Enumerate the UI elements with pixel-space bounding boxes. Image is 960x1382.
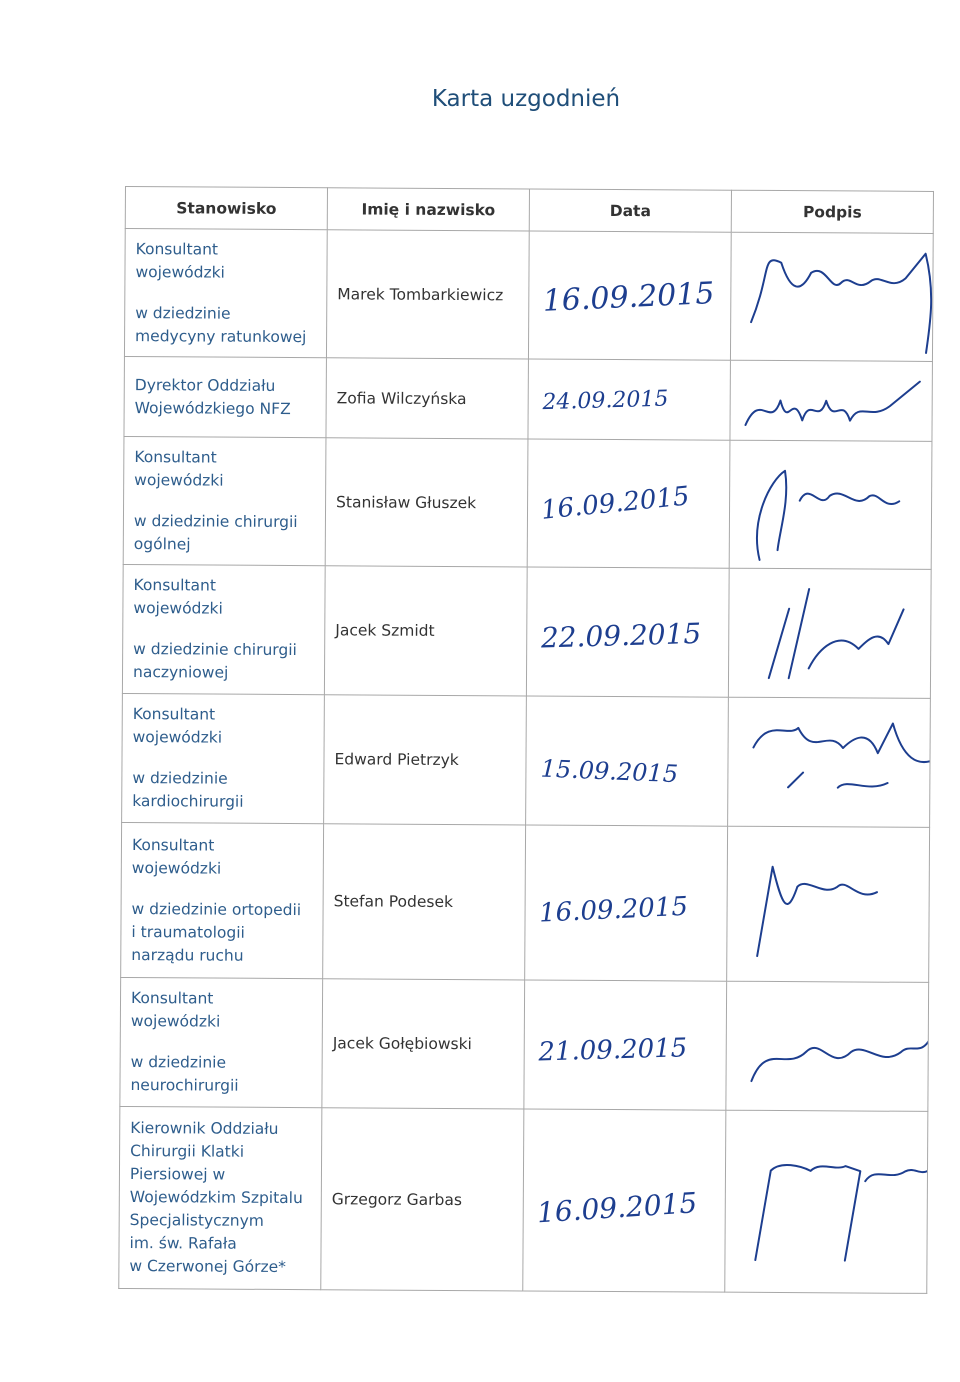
- position-line: w dziedzinie chirurgii: [133, 511, 298, 531]
- name-cell: [324, 566, 527, 696]
- handwritten-signature: [730, 361, 931, 441]
- person-name: Edward Pietrzyk: [334, 750, 459, 770]
- date-cell: [525, 825, 728, 981]
- position-line: naczyniowej: [132, 663, 229, 682]
- name-cell: [326, 358, 528, 439]
- handwritten-signature: [728, 698, 930, 827]
- handwritten-signature: [731, 233, 933, 361]
- position-cell: [120, 977, 323, 1107]
- name-cell: [325, 438, 528, 567]
- position-cell: [124, 356, 326, 437]
- date-cell: [523, 1109, 726, 1292]
- position-line: Konsultant: [132, 705, 216, 724]
- date-text: 16.09.2015: [541, 276, 716, 319]
- signature-stroke: [757, 471, 900, 561]
- position-line: wojewódzki: [131, 858, 222, 878]
- position-line: neurochirurgii: [130, 1076, 239, 1095]
- table-row: [124, 356, 932, 441]
- table-row: [119, 1106, 928, 1293]
- approval-table: [118, 186, 934, 1294]
- signature-stroke: [757, 867, 877, 957]
- position-gap: [133, 620, 314, 639]
- person-name: Grzegorz Garbas: [331, 1189, 462, 1209]
- handwritten-date: [524, 980, 726, 1109]
- position-line: Konsultant: [134, 447, 217, 467]
- date-cell: [528, 359, 730, 440]
- position-cell: [124, 229, 327, 358]
- position-line: ogólnej: [133, 534, 191, 553]
- position-line: Piersiowej w: [129, 1165, 226, 1184]
- person-name: Jacek Szmidt: [335, 621, 435, 640]
- handwritten-signature: [726, 982, 928, 1111]
- position-line: wojewódzki: [130, 1012, 221, 1031]
- position-line: w dziedzinie chirurgii: [133, 640, 297, 660]
- handwritten-date: [527, 567, 729, 696]
- position-line: i traumatologii: [131, 922, 245, 942]
- position-cell: [121, 822, 324, 978]
- person-name: Zofia Wilczyńska: [336, 388, 467, 408]
- header-date: Data: [529, 189, 731, 232]
- position-line: wojewódzki: [134, 470, 224, 490]
- date-cell: [526, 567, 729, 697]
- signature-stroke: [755, 1165, 928, 1261]
- date-cell: [528, 231, 731, 360]
- position-line: narządu ruchu: [131, 945, 244, 965]
- signature-stroke: [751, 253, 932, 353]
- header-position: Stanowisko: [125, 187, 327, 230]
- signature-stroke: [745, 381, 919, 427]
- handwritten-date: [525, 825, 727, 980]
- handwritten-signature: [729, 569, 931, 698]
- position-line: Kierownik Oddziału: [130, 1119, 279, 1138]
- table-row: [123, 436, 932, 569]
- position-gap: [134, 492, 315, 511]
- handwritten-date: [528, 359, 729, 439]
- position-gap: [132, 880, 313, 899]
- table-row: [122, 693, 931, 827]
- table-row: [120, 977, 929, 1111]
- signature-cell: [727, 826, 930, 982]
- position-line: Konsultant: [135, 239, 219, 259]
- date-text: 22.09.2015: [540, 616, 702, 655]
- person-name: Stefan Podesek: [333, 892, 454, 912]
- position-line: w dziedzinie: [132, 769, 228, 788]
- date-text: 16.09.2015: [538, 891, 689, 929]
- position-line: w dziedzinie ortopedii: [131, 899, 302, 919]
- date-text: 15.09.2015: [540, 754, 679, 789]
- name-cell: [323, 824, 526, 980]
- date-cell: [526, 696, 729, 826]
- position-line: im. św. Rafała: [129, 1234, 237, 1253]
- position-cell: [122, 564, 325, 694]
- handwritten-signature: [725, 1111, 927, 1293]
- position-line: wojewódzki: [132, 728, 223, 747]
- document-title: Karta uzgodnień: [431, 86, 621, 112]
- signature-cell: [726, 981, 929, 1111]
- name-cell: [324, 695, 527, 825]
- date-text: 16.09.2015: [536, 1186, 699, 1230]
- signature-stroke: [753, 723, 930, 789]
- table-row: [122, 564, 931, 698]
- handwritten-date: [526, 696, 728, 825]
- position-line: Wojewódzkiego NFZ: [134, 398, 291, 418]
- position-line: Specjalistycznym: [129, 1211, 264, 1230]
- handwritten-date: [529, 231, 731, 359]
- position-line: Konsultant: [133, 576, 217, 595]
- date-text: 21.09.2015: [538, 1033, 688, 1068]
- date-text: 16.09.2015: [539, 481, 691, 526]
- header-row: [125, 187, 933, 234]
- person-name: Marek Tombarkiewicz: [337, 284, 504, 304]
- position-gap: [131, 1033, 312, 1052]
- handwritten-signature: [727, 827, 929, 982]
- position-line: Konsultant: [131, 835, 215, 855]
- handwritten-date: [523, 1109, 725, 1291]
- signature-cell: [725, 1110, 928, 1293]
- name-cell: [322, 979, 525, 1109]
- signature-cell: [728, 568, 931, 698]
- signature-cell: [729, 440, 932, 569]
- position-line: wojewódzki: [133, 599, 223, 618]
- position-gap: [132, 749, 313, 768]
- name-cell: [326, 230, 529, 359]
- person-name: Jacek Gołębiowski: [332, 1034, 472, 1054]
- date-text: 24.09.2015: [542, 386, 669, 416]
- name-cell: [321, 1108, 524, 1291]
- date-cell: [524, 980, 727, 1110]
- person-name: Stanisław Głuszek: [336, 492, 477, 512]
- position-cell: [119, 1106, 322, 1289]
- signature-cell: [728, 697, 931, 827]
- table-row: [121, 822, 930, 982]
- position-line: Wojewódzkim Szpitalu: [129, 1188, 303, 1208]
- position-line: Chirurgii Klatki: [130, 1142, 245, 1161]
- signature-stroke: [751, 1036, 928, 1082]
- position-line: Konsultant: [130, 989, 214, 1008]
- position-line: medycyny ratunkowej: [135, 326, 307, 346]
- position-line: w dziedzinie: [135, 303, 231, 323]
- signature-cell: [730, 360, 932, 441]
- position-cell: [123, 436, 326, 565]
- position-cell: [122, 693, 325, 823]
- header-name: Imię i nazwisko: [327, 188, 529, 231]
- handwritten-signature: [730, 441, 932, 569]
- table-row: [124, 229, 933, 362]
- position-gap: [135, 284, 316, 303]
- position-line: w Czerwonej Górze*: [129, 1257, 286, 1277]
- header-signature: Podpis: [731, 190, 933, 233]
- signature-cell: [730, 232, 933, 361]
- date-cell: [527, 439, 730, 568]
- position-line: w dziedzinie: [130, 1053, 227, 1072]
- position-line: Dyrektor Oddziału: [134, 375, 276, 395]
- handwritten-date: [528, 439, 730, 567]
- position-line: kardiochirurgii: [132, 792, 244, 811]
- signature-stroke: [769, 589, 904, 679]
- position-line: wojewódzki: [135, 262, 225, 282]
